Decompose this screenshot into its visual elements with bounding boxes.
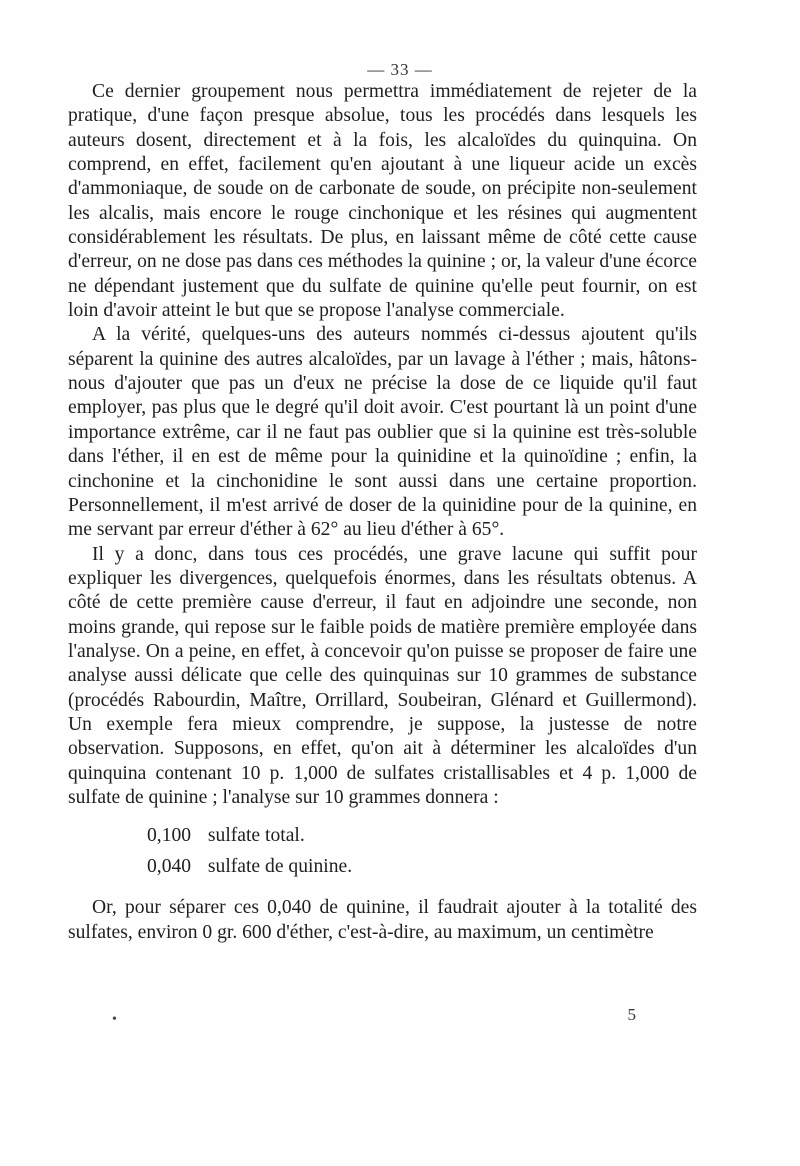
- paragraph-4: Or, pour séparer ces 0,040 de quinine, il faudrait ajouter à la totalité des sulfates, environ 0 gr. 600 d'éther, c'est-à-dire, au maximum, un centimètre: [68, 897, 697, 943]
- signature-mark: 5: [627, 1005, 636, 1024]
- footer-mark: •: [112, 1012, 117, 1027]
- figure-row: [68, 851, 697, 882]
- paragraph-1: Ce dernier groupement nous permettra immédiatement de rejeter de la pratique, d'une façon presque absolue, tous les procédés dans lesquels les auteurs dosent, directement et à la fois, les alcaloïdes du quinquina. On comprend, en effet, facilement qu'en ajoutant à une liqueur acide un excès d'ammoniaque, de soude on de carbonate de soude, on précipite non-seulement les alcalis, mais encore le rouge cinchonique et les résines qui augmentent considérablement les résultats. De plus, en laissant même de côté cette cause d'erreur, on ne dose pas dans ces méthodes la quinine ; or, la valeur d'une écorce ne dépendant justement que du sulfate de quinine qu'elle peut fournir, on est loin d'avoir atteint le but que se propose l'analyse commerciale.: [68, 81, 697, 322]
- paragraph-3: Il y a donc, dans tous ces procédés, une grave lacune qui suffit pour expliquer les divergences, quelquefois énormes, dans les résultats obtenus. A côté de cette première cause d'erreur, il faut en adjoindre une seconde, non moins grande, qui repose sur le faible poids de matière première employée dans l'analyse. On a peine, en effet, à concevoir qu'on puisse se proposer de faire une analyse aussi délicate que celle des quinquinas sur 10 grammes de substance (procédés Rabourdin, Maître, Orrillard, Soubeiran, Glénard et Guillermond). Un exemple fera mieux comprendre, je suppose, la justesse de notre observation. Supposons, en effet, qu'on ait à déterminer les alcaloïdes d'un quinquina contenant 10 p. 1,000 de sulfates cristallisables et 4 p. 1,000 de sulfate de quinine ; l'analyse sur 10 grammes donnera :: [68, 543, 697, 808]
- figure-value: 0,040: [147, 856, 192, 878]
- body-text: [68, 80, 697, 945]
- paragraph-2: A la vérité, quelques-uns des auteurs nommés ci-dessus ajoutent qu'ils séparent la quinine des autres alcaloïdes, par un lavage à l'éther ; mais, hâtons-nous d'ajouter que pas un d'eux ne précise la dose de ce liquide qu'il faut employer, pas plus que le degré qu'il doit avoir. C'est pourtant là un point d'une importance extrême, car il ne faut pas oublier que si la quinine est très-soluble dans l'éther, il en est de même pour la quinidine et la quinoïdine ; enfin, la cinchonine et la cinchonidine le sont aussi dans une certaine proportion. Personnellement, il m'est arrivé de doser de la quinidine pour de la quinine, en me servant par erreur d'éther à 62° au lieu d'éther à 65°.: [68, 324, 697, 541]
- figures-list: [68, 820, 697, 882]
- figure-label: sulfate de quinine.: [207, 856, 353, 878]
- figure-value: 0,100: [147, 825, 192, 847]
- page-number: — 33 —: [367, 60, 433, 79]
- figure-label: sulfate total.: [207, 825, 305, 847]
- figure-row: [68, 820, 697, 851]
